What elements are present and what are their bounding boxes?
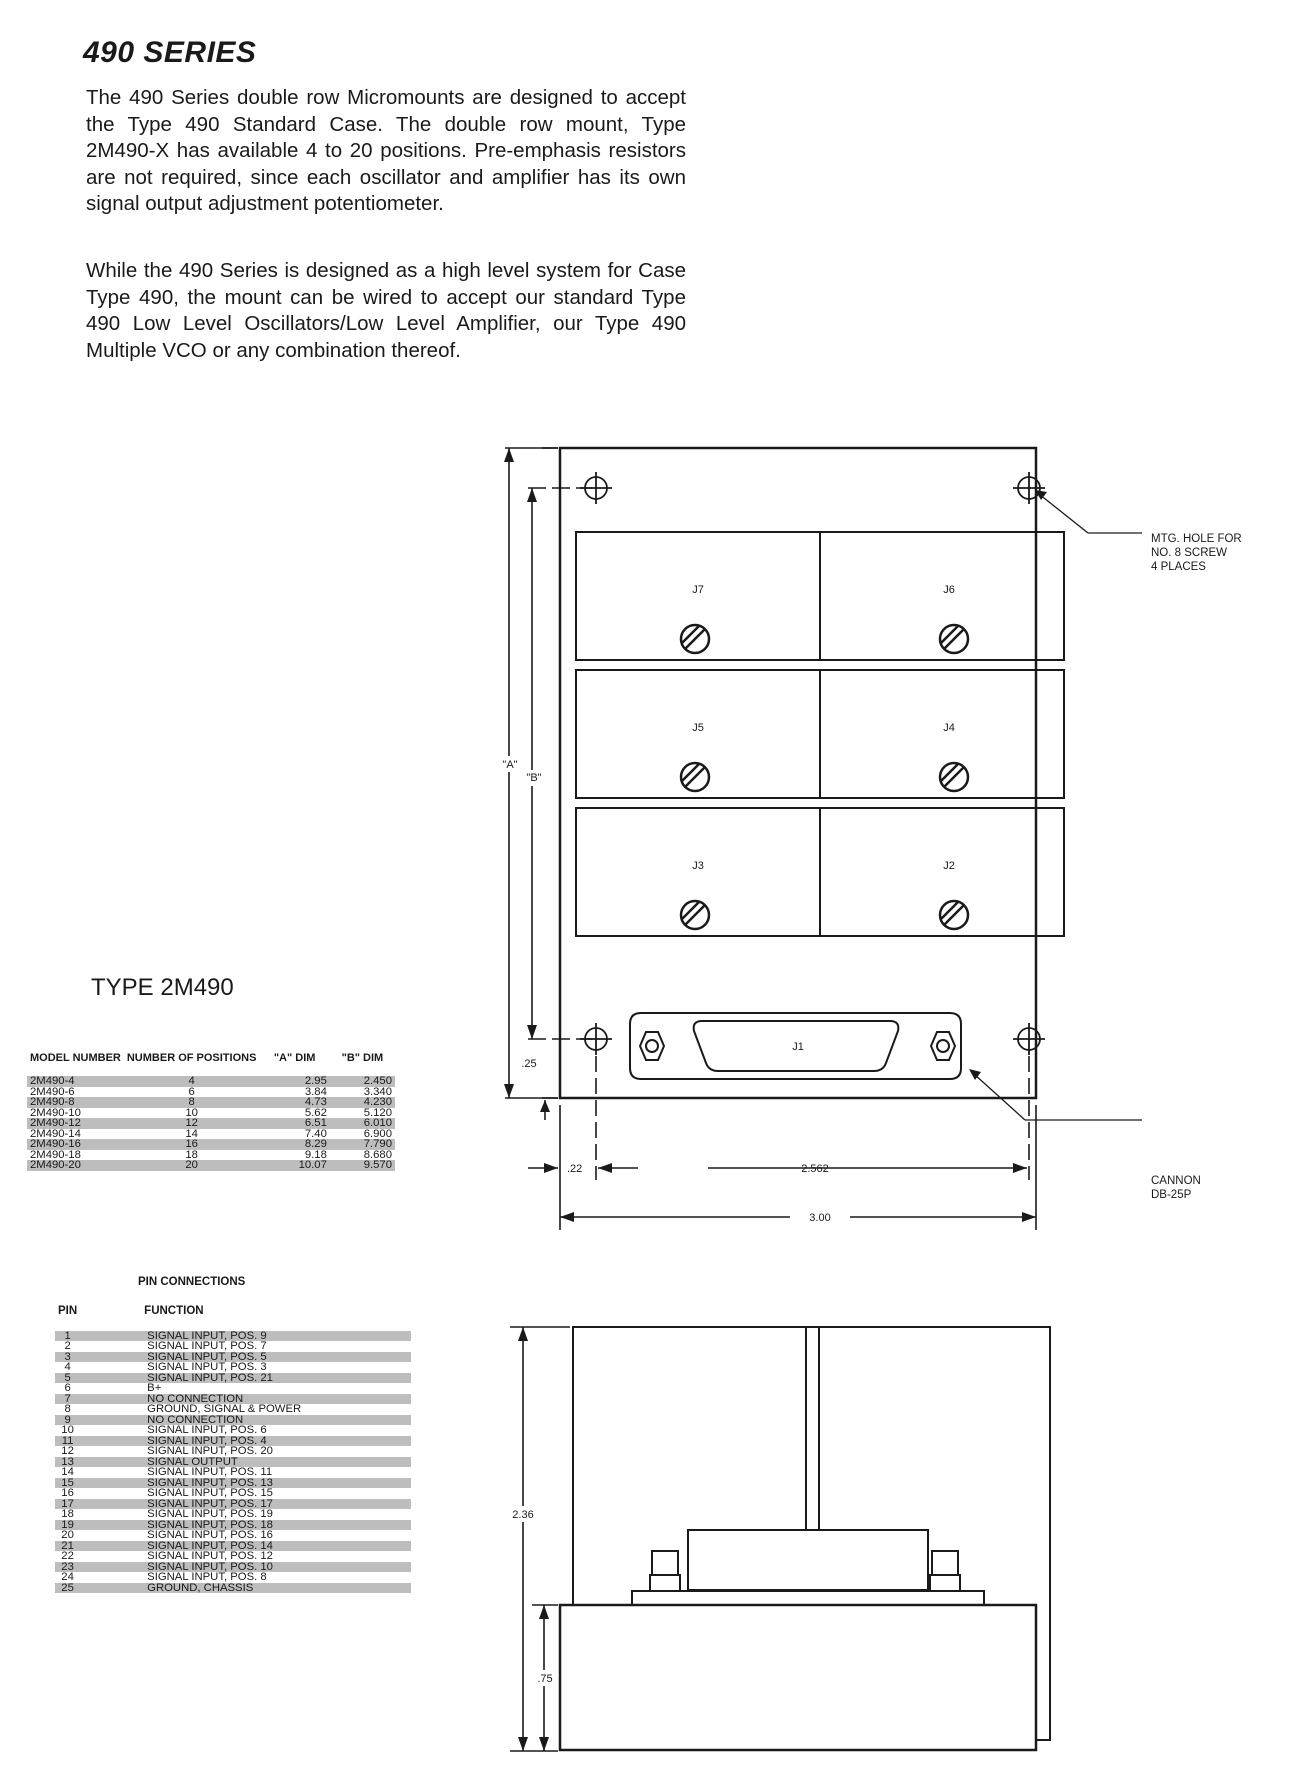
positions-cell: 20	[124, 1160, 260, 1171]
function-header: FUNCTION	[144, 1305, 204, 1317]
pin-row	[55, 1341, 411, 1352]
pin-table	[55, 1306, 411, 1593]
pin-number-cell: 23	[55, 1562, 80, 1573]
pin-number-cell: 6	[64, 1382, 71, 1394]
model-number-cell: 2M490-18	[30, 1148, 81, 1161]
hole-note-line3: 4 PLACES	[1151, 561, 1206, 573]
pin-row	[55, 1467, 411, 1478]
model-row	[27, 1129, 395, 1140]
pin-number-cell: 20	[61, 1529, 74, 1541]
pin-function-cell: SIGNAL INPUT, POS. 6	[147, 1424, 267, 1436]
positions-cell: 10	[185, 1106, 198, 1119]
pin-number-cell: 22	[61, 1550, 74, 1562]
model-number-cell: 2M490-6	[30, 1085, 75, 1098]
positions-cell: 4	[124, 1076, 260, 1087]
hole-note-line1: MTG. HOLE FOR	[1151, 533, 1242, 545]
pin-row	[55, 1488, 411, 1499]
base-height-label: .75	[537, 1673, 553, 1685]
pin-function-cell: B+	[147, 1382, 162, 1394]
pin-number-cell: 12	[61, 1445, 74, 1457]
pin-number-cell: 8	[64, 1403, 71, 1415]
pin-function-cell: GROUND, SIGNAL & POWER	[147, 1403, 302, 1415]
pin-function-cell: SIGNAL INPUT, POS. 5	[80, 1352, 411, 1363]
pin-row	[55, 1362, 411, 1373]
a-dim-cell: 2.95	[259, 1076, 329, 1087]
model-number-cell: 2M490-10	[30, 1106, 81, 1119]
page-title: 490 SERIES	[83, 36, 257, 69]
positions-cell: 8	[124, 1097, 260, 1108]
pin-number-cell: 19	[55, 1520, 80, 1531]
connector-note-line2: DB-25P	[1151, 1189, 1192, 1201]
pin-table-header	[55, 1306, 411, 1331]
pin-row	[55, 1509, 411, 1520]
b-dim-cell: 9.570	[330, 1160, 395, 1171]
model-number-header: MODEL NUMBER	[30, 1052, 121, 1064]
pin-number-cell: 15	[55, 1478, 80, 1489]
width-label: 3.00	[809, 1212, 831, 1224]
pin-function-cell: NO CONNECTION	[80, 1394, 411, 1405]
pin-function-cell: SIGNAL INPUT, POS. 18	[80, 1520, 411, 1531]
module-j7	[576, 532, 820, 660]
connector-label: J1	[792, 1041, 804, 1053]
pin-function-cell: SIGNAL INPUT, POS. 14	[80, 1541, 411, 1552]
pin-function-cell: SIGNAL INPUT, POS. 13	[80, 1478, 411, 1489]
pin-function-cell: SIGNAL INPUT, POS. 17	[80, 1499, 411, 1510]
model-number-cell: 2M490-4	[27, 1076, 124, 1087]
pin-row	[55, 1373, 411, 1384]
pin-number-cell: 21	[55, 1541, 80, 1552]
b-dim-cell: 6.900	[363, 1127, 392, 1140]
hole-note-line2: NO. 8 SCREW	[1151, 547, 1228, 559]
b-dim-cell: 6.010	[330, 1118, 395, 1129]
model-row	[27, 1160, 395, 1171]
pin-number-cell: 17	[55, 1499, 80, 1510]
jack-label-j6: J6	[943, 584, 955, 596]
pin-function-cell: SIGNAL INPUT, POS. 16	[147, 1529, 273, 1541]
positions-cell: 14	[185, 1127, 198, 1140]
hole-spacing-label: 2.562	[801, 1163, 829, 1175]
pin-function-cell: SIGNAL OUTPUT	[80, 1457, 411, 1468]
pin-function-cell: SIGNAL INPUT, POS. 4	[80, 1436, 411, 1447]
model-number-cell: 2M490-8	[27, 1097, 124, 1108]
pin-number-cell: 4	[64, 1361, 71, 1373]
pin-number-cell: 2	[64, 1340, 71, 1352]
b-dim-cell: 3.340	[363, 1085, 392, 1098]
pin-row	[55, 1425, 411, 1436]
pin-number-cell: 9	[55, 1415, 80, 1426]
module-j3	[576, 808, 820, 936]
positions-cell: 18	[185, 1148, 198, 1161]
screw-icon	[681, 763, 709, 791]
pin-row	[55, 1383, 411, 1394]
pin-function-cell: SIGNAL INPUT, POS. 12	[147, 1550, 273, 1562]
a-dim-cell: 3.84	[304, 1085, 327, 1098]
model-row	[27, 1139, 395, 1150]
model-row	[27, 1076, 395, 1087]
model-row	[27, 1118, 395, 1129]
jack-label-j3: J3	[692, 860, 704, 872]
pin-function-cell: GROUND, CHASSIS	[80, 1583, 411, 1594]
pin-number-cell: 10	[61, 1424, 74, 1436]
pin-row	[55, 1583, 411, 1594]
b-dim-header: "B" DIM	[341, 1052, 384, 1064]
pin-function-cell: SIGNAL INPUT, POS. 21	[80, 1373, 411, 1384]
b-dim-cell: 8.680	[363, 1148, 392, 1161]
pin-function-cell: SIGNAL INPUT, POS. 3	[147, 1361, 267, 1373]
mounting-hole-icon	[1013, 472, 1045, 504]
mount-side-view	[560, 1327, 1050, 1750]
a-dim-header: "A" DIM	[273, 1052, 316, 1064]
height-label: 2.36	[512, 1509, 534, 1521]
screw-icon	[940, 901, 968, 929]
pin-function-cell: SIGNAL INPUT, POS. 15	[147, 1487, 273, 1499]
pin-number-cell: 5	[55, 1373, 80, 1384]
a-dim-cell: 6.51	[259, 1118, 329, 1129]
pin-row	[55, 1530, 411, 1541]
intro-paragraph: The 490 Series double row Micromounts are designed to accept the Type 490 Standard Case. The double row mount, Type 2M490-X has available 4 to 20 positions. Pre-emphasis resistors are not required, since each oscillator and amplifier has its own signal output adjustment potentiometer.	[86, 86, 686, 215]
pin-number-cell: 25	[55, 1583, 80, 1594]
pin-number-cell: 24	[61, 1571, 74, 1583]
edge-offset-label: .22	[567, 1163, 583, 1175]
screw-icon	[681, 625, 709, 653]
pin-row	[55, 1446, 411, 1457]
screw-icon	[681, 901, 709, 929]
pin-number-cell: 16	[61, 1487, 74, 1499]
pin-row	[55, 1551, 411, 1562]
a-dim-cell: 5.62	[304, 1106, 327, 1119]
screw-icon	[940, 625, 968, 653]
hex-nut-icon	[640, 1032, 664, 1060]
a-dim-cell: 8.29	[259, 1139, 329, 1150]
b-dim-cell: 2.450	[330, 1076, 395, 1087]
model-row	[27, 1108, 395, 1119]
dim-b-label: "B"	[526, 772, 542, 784]
a-dim-cell: 10.07	[259, 1160, 329, 1171]
pin-number-cell: 1	[55, 1331, 80, 1342]
model-number-cell: 2M490-16	[27, 1139, 124, 1150]
mounting-hole-icon	[1013, 1023, 1045, 1055]
dim-a-label: "A"	[502, 759, 518, 771]
a-dim-cell: 7.40	[304, 1127, 327, 1140]
pin-function-cell: NO CONNECTION	[80, 1415, 411, 1426]
pin-function-cell: SIGNAL INPUT, POS. 7	[147, 1340, 267, 1352]
screw-icon	[940, 763, 968, 791]
pin-number-cell: 13	[55, 1457, 80, 1468]
jack-label-j7: J7	[692, 584, 704, 596]
pin-function-cell: SIGNAL INPUT, POS. 20	[147, 1445, 273, 1457]
jack-label-j2: J2	[943, 860, 955, 872]
pin-number-cell: 18	[61, 1508, 74, 1520]
a-dim-cell: 4.73	[259, 1097, 329, 1108]
pin-connections-title: PIN CONNECTIONS	[138, 1276, 246, 1288]
pin-header: PIN	[58, 1305, 78, 1317]
connector-note-line1: CANNON	[1151, 1175, 1201, 1187]
pin-function-cell: SIGNAL INPUT, POS. 9	[80, 1331, 411, 1342]
b-dim-cell: 5.120	[363, 1106, 392, 1119]
system-paragraph: While the 490 Series is designed as a high level system for Case Type 490, the mount can be wired to accept our standard Type 490 Low Level Oscillators/Low Level Amplifier, our Type 490 Multiple VCO or any combination thereof.	[86, 259, 686, 362]
model-table-header	[27, 1052, 395, 1076]
model-row	[27, 1097, 395, 1108]
positions-cell: 16	[124, 1139, 260, 1150]
type-label: TYPE 2M490	[91, 974, 234, 1001]
hex-nut-icon	[931, 1032, 955, 1060]
positions-cell: 6	[188, 1085, 195, 1098]
pin-function-cell: SIGNAL INPUT, POS. 8	[147, 1571, 267, 1583]
mount-top-view	[560, 448, 1036, 1098]
jack-label-j5: J5	[692, 722, 704, 734]
a-dim-cell: 9.18	[304, 1148, 327, 1161]
mechanical-drawing	[420, 420, 1280, 1780]
pin-function-cell: SIGNAL INPUT, POS. 19	[147, 1508, 273, 1520]
model-number-cell: 2M490-12	[27, 1118, 124, 1129]
hole-offset-label: .25	[521, 1058, 537, 1070]
pin-number-cell: 7	[55, 1394, 80, 1405]
model-row	[27, 1150, 395, 1161]
model-number-cell: 2M490-20	[27, 1160, 124, 1171]
pin-row	[55, 1572, 411, 1583]
b-dim-cell: 7.790	[330, 1139, 395, 1150]
pin-number-cell: 11	[55, 1436, 80, 1447]
positions-cell: 12	[124, 1118, 260, 1129]
jack-label-j4: J4	[943, 722, 955, 734]
pin-row	[55, 1404, 411, 1415]
module-j5	[576, 670, 820, 798]
model-number-cell: 2M490-14	[30, 1127, 81, 1140]
positions-header: NUMBER OF POSITIONS	[126, 1052, 257, 1064]
model-row	[27, 1087, 395, 1098]
pin-function-cell: SIGNAL INPUT, POS. 10	[80, 1562, 411, 1573]
pin-number-cell: 14	[61, 1466, 74, 1478]
pin-number-cell: 3	[55, 1352, 80, 1363]
model-table	[27, 1052, 395, 1171]
b-dim-cell: 4.230	[330, 1097, 395, 1108]
pin-function-cell: SIGNAL INPUT, POS. 11	[147, 1466, 273, 1478]
